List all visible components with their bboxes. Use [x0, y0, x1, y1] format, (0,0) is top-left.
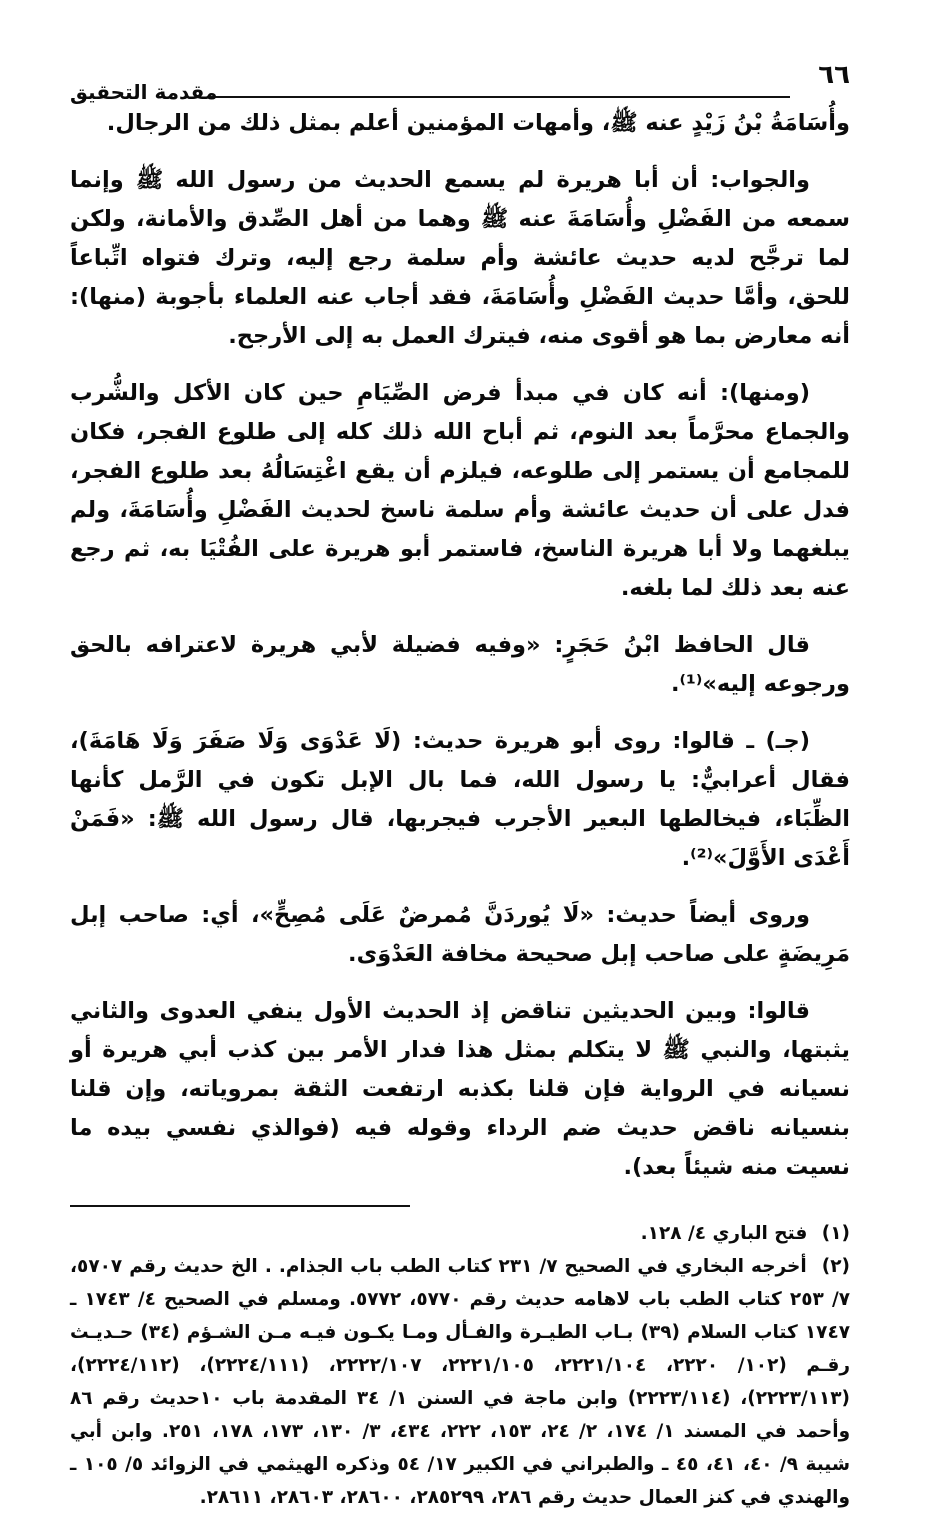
paragraph-6: وروى أيضاً حديث: «لَا يُوردَنَّ مُمرضٌ عَلَى مُصِحٍّ»، أي: صاحب إبل مَرِيضَةٍ على صاحب إبل صحيحة مخافة العَدْوَى. — [70, 902, 850, 967]
paragraph-5: (جـ) ـ قالوا: روى أبو هريرة حديث: (لَا عَدْوَى وَلَا صَفَرَ وَلَا هَامَةَ)، فقال أعرابيٌّ: يا رسول الله، فما بال الإبل تكون في الرَّمل كأنها الظِّبَاء، فيخالطها البعير الأجرب فيجربها، قال رسول الله ﷺ: «فَمَنْ أَعْدَى الأَوَّلَ»⁽²⁾. — [70, 728, 850, 871]
running-title: مقدمة التحقيق — [70, 80, 218, 104]
paragraph-7: قالوا: وبين الحديثين تناقض إذ الحديث الأول ينفي العدوى والثاني يثبتها، والنبي ﷺ لا يتكلم بمثل هذا فدار الأمر بين كذب أبي هريرة أو نسيانه في الرواية فإن قلنا بكذبه ارتفعت الثقة بمروياته، وإن قلنا بنسيانه ناقض حديث ضم الرداء وقوله فيه (فوالذي نفسي بيده ما نسيت منه شيئاً بعد). — [70, 998, 850, 1180]
footnote-1 — [70, 1217, 850, 1250]
paragraph-1: وأُسَامَةُ بْنُ زَيْدٍ عنه ﷺ، وأمهات المؤمنين أعلم بمثل ذلك من الرجال. — [106, 110, 850, 136]
page-header — [70, 60, 850, 104]
footnote-marker: (١) — [821, 1223, 850, 1244]
book-page — [70, 60, 850, 1514]
paragraph-4: قال الحافظ ابْنُ حَجَرٍ: «وفيه فضيلة لأبي هريرة لاعترافه بالحق ورجوعه إليه»⁽¹⁾. — [70, 632, 850, 697]
footnote-marker: (٢) — [821, 1256, 850, 1277]
footnotes — [70, 1217, 850, 1514]
paragraph-2: والجواب: أن أبا هريرة لم يسمع الحديث من رسول الله ﷺ وإنما سمعه من الفَضْلِ وأُسَامَةَ عنه ﷺ وهما من أهل الصِّدق والأمانة، ولكن لما ترجَّح لديه حديث عائشة وأم سلمة رجع إليه، وترك فتواه اتِّباعاً للحق، وأمَّا حديث الفَضْلِ وأُسَامَةَ، فقد أجاب عنه العلماء بأجوبة (منها): أنه معارض بما هو أقوى منه، فيترك العمل به إلى الأرجح. — [70, 167, 850, 349]
paragraph-3: (ومنها): أنه كان في مبدأ فرض الصِّيَامِ حين كان الأكل والشُّرب والجماع محرَّماً بعد النوم، ثم أباح الله ذلك كله إلى طلوع الفجر، فكان للمجامع أن يستمر إلى طلوعه، فيلزم أن يقع اغْتِسَالُهُ بعد طلوع الفجر، فدل على أن حديث عائشة وأم سلمة ناسخ لحديث الفَضْلِ وأُسَامَةَ، ولم يبلغهما ولا أبا هريرة الناسخ، فاستمر أبو هريرة على الفُتْيَا به، ثم رجع عنه بعد ذلك لما بلغه. — [70, 380, 850, 601]
main-text — [70, 104, 850, 1187]
footnote-2 — [70, 1250, 850, 1514]
footnote-separator — [70, 1205, 410, 1207]
footnote-text: فتح الباري ٤/ ١٢٨. — [640, 1223, 808, 1244]
page-number: ٦٦ — [818, 60, 850, 90]
header-rule — [210, 96, 790, 98]
footnote-text: أخرجه البخاري في الصحيح ٧/ ٢٣١ كتاب الطب باب الجذام. . الخ حديث رقم ٥٧٠٧، ٧/ ٢٥٣ كتاب الطب باب لاهامه حديث رقم ٥٧٧٠، ٥٧٧٢. ومسلم في الصحيح ٤/ ١٧٤٣ ـ ١٧٤٧ كتاب السلام (٣٩) بـاب الطيـرة والفـأل ومـا يكـون فيـه مـن الشـؤم (٣٤) حـديـث رقـم (١٠٢/ ٢٢٢٠، ٢٢٢١/١٠٤، ٢٢٢١/١٠٥، ٢٢٢٢/١٠٧، (٢٢٢٤/١١١)، (٢٢٢٤/١١٢)، (٢٢٢٣/١١٣)، (٢٢٢٣/١١٤) وابن ماجة في السنن ١/ ٣٤ المقدمة باب ١٠حديث رقم ٨٦ وأحمد في المسند ١/ ١٧٤، ٢/ ٢٤، ١٥٣، ٢٢٢، ٤٣٤، ٣/ ١٣٠، ١٧٣، ١٧٨، ٢٥١. وابن أبي شيبة ٩/ ٤٠، ٤١، ٤٥ ـ والطبراني في الكبير ١٧/ ٥٤ وذكره الهيثمي في الزوائد ٥/ ١٠٥ ـ والهندي في كنز العمال حديث رقم ٢٨٦، ٢٨٥٢٩٩، ٢٨٦٠٠، ٢٨٦٠٣، ٢٨٦١١. — [70, 1256, 851, 1508]
